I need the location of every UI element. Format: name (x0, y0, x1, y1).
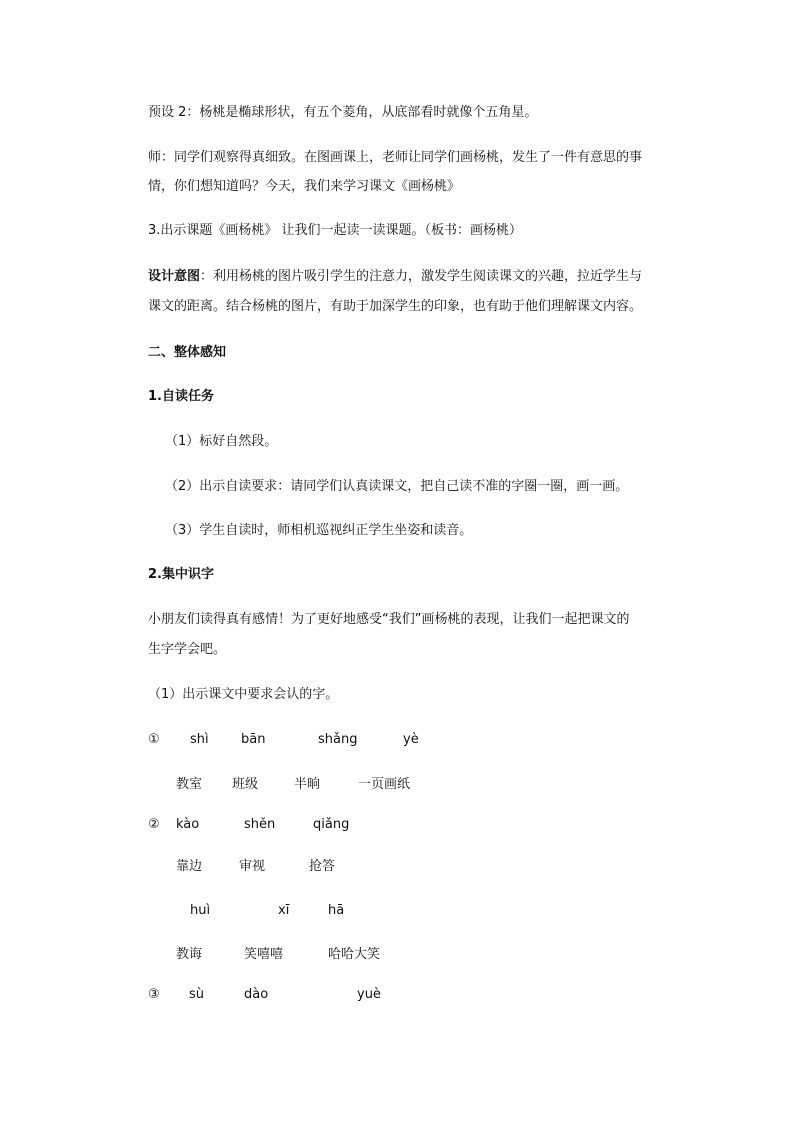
design-intent-label: 设计意图 (148, 269, 201, 284)
design-intent-line-1 (148, 268, 642, 286)
teacher-paragraph-line-2: 情，你们想知道吗？今天，我们来学习课文《画杨桃》 (148, 179, 461, 194)
task-item-2: （2）出示自读要求：请同学们认真读课文，把自己读不准的字圈一圈，画一画。 (165, 479, 629, 494)
vocab-word: 教诲 (176, 947, 203, 962)
design-intent-text: ：利用杨桃的图片吸引学生的注意力，激发学生阅读课文的兴趣，拉近学生与 (200, 269, 643, 284)
pinyin: shěn (244, 817, 276, 832)
vocab-word: 审视 (239, 859, 266, 874)
show-characters-item: （1）出示课文中要求会认的字。 (148, 687, 339, 702)
preset-2-paragraph: 预设 2：杨桃是椭球形状，有五个菱角，从底部看时就像个五角星。 (148, 105, 538, 120)
pinyin: kào (176, 817, 200, 832)
pinyin: yuè (357, 987, 381, 1002)
intro-paragraph-line-2: 生字学会吧。 (148, 642, 227, 657)
pinyin: yè (403, 732, 419, 747)
vocab-word: 半晌 (294, 777, 321, 792)
pinyin: shì (190, 732, 209, 747)
design-intent-line-2: 课文的距离。结合杨桃的图片，有助于加深学生的印象，也有助于他们理解课文内容。 (148, 299, 643, 314)
vocab-word: 一页画纸 (358, 777, 411, 792)
group-2-marker: ② (148, 817, 160, 832)
group-3-marker: ③ (148, 987, 160, 1002)
subheading-self-reading: 1.自读任务 (148, 389, 214, 404)
intro-paragraph-line-1: 小朋友们读得真有感情！为了更好地感受“我们”画杨桃的表现，让我们一起把课文的 (148, 612, 630, 627)
pinyin: sù (189, 987, 205, 1002)
task-item-1: （1）标好自然段。 (165, 434, 278, 449)
vocab-word: 靠边 (176, 859, 203, 874)
step-3-paragraph: 3.出示课题《画杨桃》 让我们一起读一读课题。（板书：画杨桃） (148, 223, 523, 238)
vocab-word: 哈哈大笑 (328, 947, 381, 962)
subheading-character-learning: 2.集中识字 (148, 567, 214, 582)
pinyin: dào (244, 987, 269, 1002)
vocab-word: 班级 (232, 777, 259, 792)
task-item-3: （3）学生自读时，师相机巡视纠正学生坐姿和读音。 (165, 523, 473, 538)
pinyin: xī (278, 903, 290, 918)
pinyin: qiǎng (313, 817, 350, 832)
pinyin: bān (241, 732, 266, 747)
section-heading: 二、整体感知 (148, 345, 227, 360)
pinyin: huì (190, 903, 211, 918)
pinyin: hā (328, 903, 345, 918)
pinyin: shǎng (318, 732, 358, 747)
vocab-word: 笑嘻嘻 (244, 947, 284, 962)
teacher-paragraph-line-1: 师：同学们观察得真细致。在图画课上，老师让同学们画杨桃，发生了一件有意思的事 (148, 150, 643, 165)
vocab-word: 抢答 (309, 859, 336, 874)
vocab-word: 教室 (176, 777, 203, 792)
group-1-marker: ① (148, 732, 160, 747)
